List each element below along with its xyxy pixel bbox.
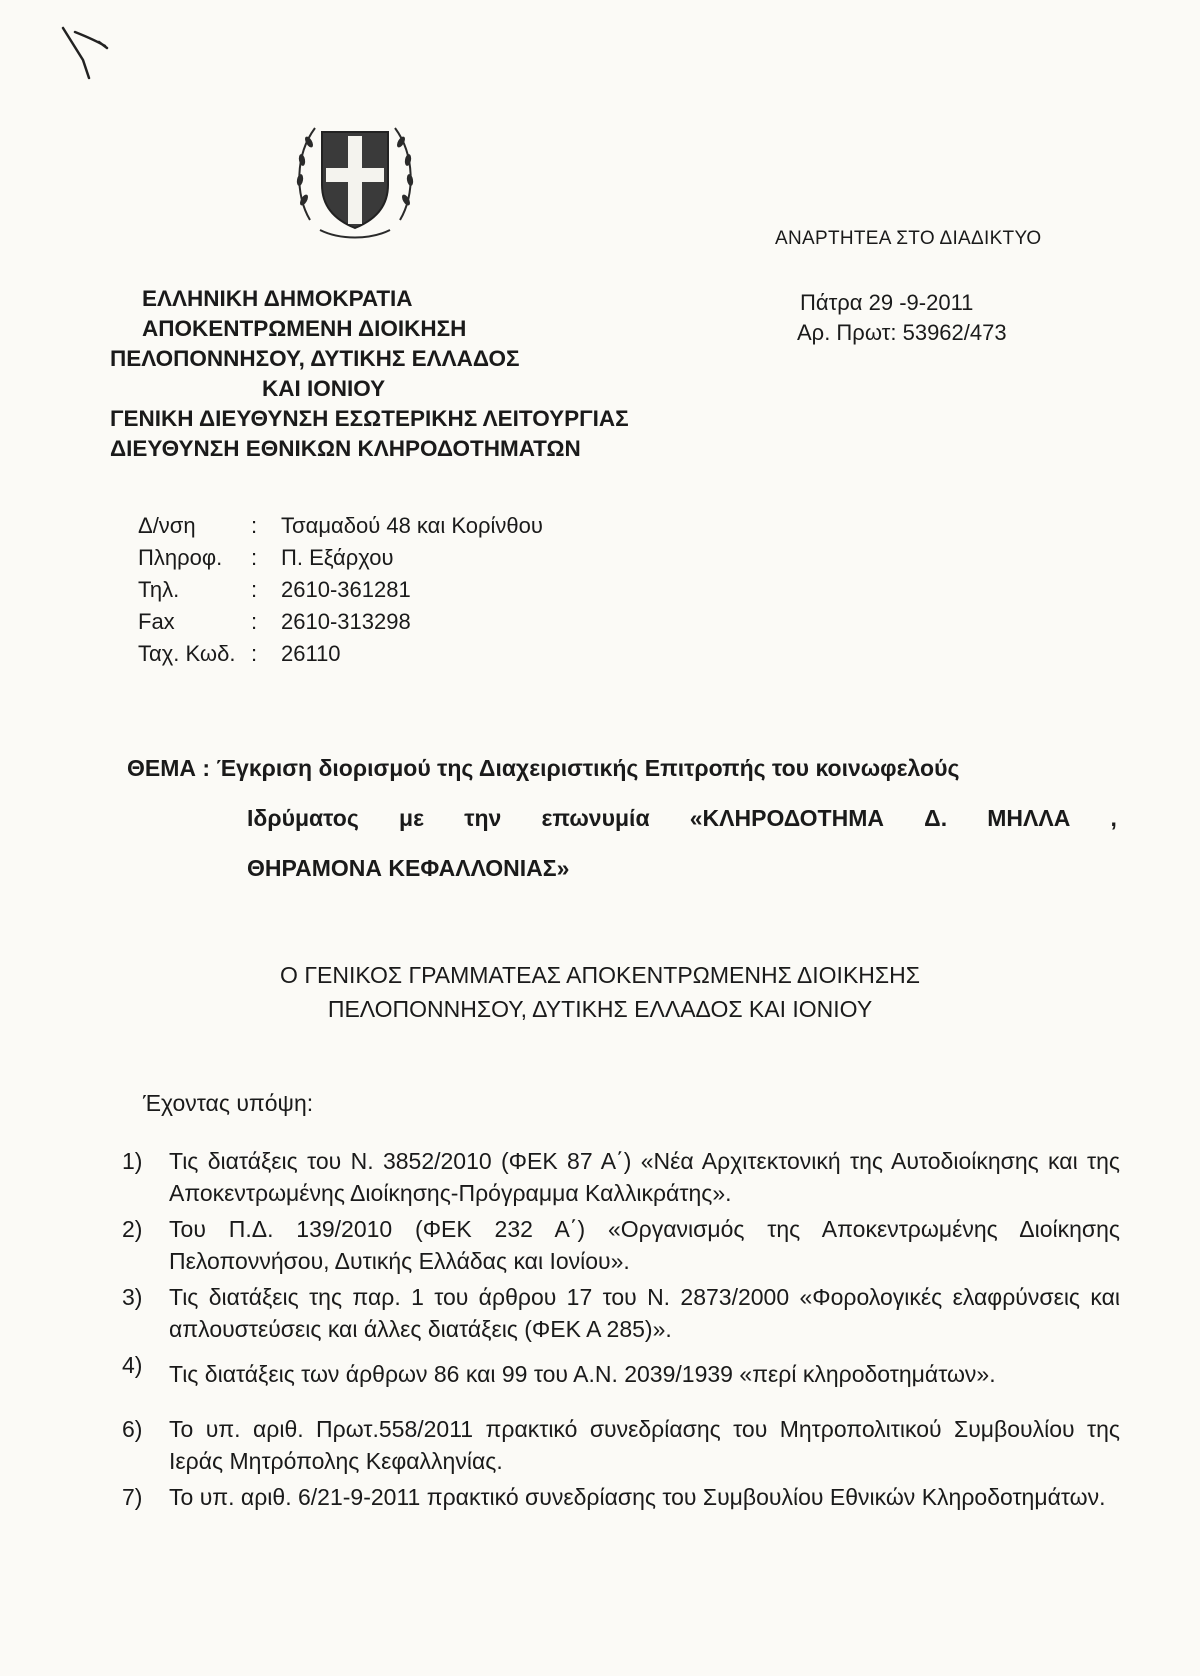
authority-line: ΕΛΛΗΝΙΚΗ ΔΗΜΟΚΡΑΤΙΑ [142,286,413,311]
item-text: Τις διατάξεις των άρθρων 86 και 99 του Α.Ν. 2039/1939 «περί κληροδοτημάτων». [169,1361,996,1387]
item-text: Του Π.Δ. 139/2010 (ΦΕΚ 232 Α΄) «Οργανισμός της Αποκεντρωμένης Διοίκησης Πελοποννήσου, Δυτικής Ελλάδας και Ιονίου». [169,1216,1120,1274]
considerations-list [122,1145,1120,1517]
list-item [122,1481,1120,1513]
greek-coat-of-arms-emblem [290,110,420,245]
contact-row [138,542,543,574]
contact-row [138,510,543,542]
contact-label: Fax [138,609,175,634]
contact-separator: : [251,577,258,602]
contact-separator: : [251,545,258,570]
item-text: Το υπ. αριθ. Πρωτ.558/2011 πρακτικό συνεδρίασης του Μητροπολιτικού Συμβουλίου της Ιεράς Μητρόπολης Κεφαλληνίας. [169,1416,1120,1474]
heading-line: ΠΕΛΟΠΟΝΝΗΣΟΥ, ΔΥΤΙΚΗΣ ΕΛΛΑΔΟΣ ΚΑΙ ΙΟΝΙΟΥ [327,996,873,1022]
authority-line: ΔΙΕΥΘΥΝΣΗ ΕΘΝΙΚΩΝ ΚΛΗΡΟΔΟΤΗΜΑΤΩΝ [110,436,581,461]
contact-label: Δ/νση [138,513,196,538]
contact-value: Τσαμαδού 48 και Κορίνθου [281,513,543,538]
subject-word: Δ. [924,805,948,831]
contact-label: Ταχ. Κωδ. [138,641,236,666]
item-number: 3) [122,1284,143,1310]
list-item [122,1145,1120,1209]
contact-separator: : [251,609,258,634]
subject-word: ΜΗΛΛΑ [987,805,1071,831]
subject-word: με [399,805,424,831]
handwritten-mark [55,20,115,90]
contact-details [138,510,543,670]
contact-label: Πληροφ. [138,545,223,570]
subject-line: ΘΕΜΑ : Έγκριση διορισμού της Διαχειριστικής Επιτροπής του κοινωφελούς [127,755,960,781]
date-protocol-block [797,288,1007,348]
item-number: 6) [122,1416,143,1442]
protocol-number: Αρ. Πρωτ: 53962/473 [797,320,1007,345]
contact-value: Π. Εξάρχου [281,545,394,570]
contact-row [138,606,543,638]
item-text: Τις διατάξεις του Ν. 3852/2010 (ΦΕΚ 87 Α΄) «Νέα Αρχιτεκτονική της Αυτοδιοίκησης και της Αποκεντρωμένης Διοίκησης-Πρόγραμμα Καλλικράτης». [169,1148,1120,1206]
item-text: Τις διατάξεις της παρ. 1 του άρθρου 17 του Ν. 2873/2000 «Φορολογικές ελαφρύνσεις και απλουστεύσεις και άλλες διατάξεις (ΦΕΚ Α 285)». [169,1284,1120,1342]
list-item [122,1413,1120,1477]
secretary-general-heading [0,958,1200,1026]
contact-separator: : [251,641,258,666]
considering-label: Έχοντας υπόψη: [143,1090,314,1116]
issuing-authority-block [110,284,629,464]
subject-word: Ιδρύματος [247,805,359,831]
subject-line: ΘΗΡΑΜΟΝΑ ΚΕΦΑΛΛΟΝΙΑΣ» [247,855,570,881]
contact-value: 2610-361281 [281,577,411,602]
subject-word: την [464,805,502,831]
authority-line: ΠΕΛΟΠΟΝΝΗΣΟΥ, ΔΥΤΙΚΗΣ ΕΛΛΑΔΟΣ [110,346,520,371]
subject-word: «ΚΛΗΡΟΔΟΤΗΜΑ [689,805,884,831]
list-item [122,1349,1120,1399]
contact-value: 2610-313298 [281,609,411,634]
item-number: 1) [122,1148,143,1174]
contact-label: Τηλ. [138,577,180,602]
publish-online-notice: ΑΝΑΡΤΗΤΕΑ ΣΤΟ ΔΙΑΔΙΚΤΥΟ [775,228,1042,249]
authority-line: ΑΠΟΚΕΝΤΡΩΜΕΝΗ ΔΙΟΙΚΗΣΗ [142,316,467,341]
list-item [122,1213,1120,1277]
heading-line: Ο ΓΕΝΙΚΟΣ ΓΡΑΜΜΑΤΕΑΣ ΑΠΟΚΕΝΤΡΩΜΕΝΗΣ ΔΙΟΙΚΗΣΗΣ [280,962,920,988]
item-text: Το υπ. αριθ. 6/21-9-2011 πρακτικό συνεδρίασης του Συμβουλίου Εθνικών Κληροδοτημάτων. [169,1484,1106,1510]
subject-word: επωνυμία [541,805,650,831]
list-item [122,1281,1120,1345]
item-number: 2) [122,1216,143,1242]
subject-word: , [1110,805,1117,831]
item-number: 4) [122,1352,143,1378]
authority-line: ΚΑΙ ΙΟΝΙΟΥ [262,376,386,401]
contact-separator: : [251,513,258,538]
contact-value: 26110 [281,641,341,666]
contact-row [138,574,543,606]
authority-line: ΓΕΝΙΚΗ ΔΙΕΥΘΥΝΣΗ ΕΣΩΤΕΡΙΚΗΣ ΛΕΙΤΟΥΡΓΙΑΣ [110,406,629,431]
contact-row [138,638,543,670]
item-number: 7) [122,1484,143,1510]
place-date: Πάτρα 29 -9-2011 [800,290,974,315]
subject-line [247,805,1117,832]
